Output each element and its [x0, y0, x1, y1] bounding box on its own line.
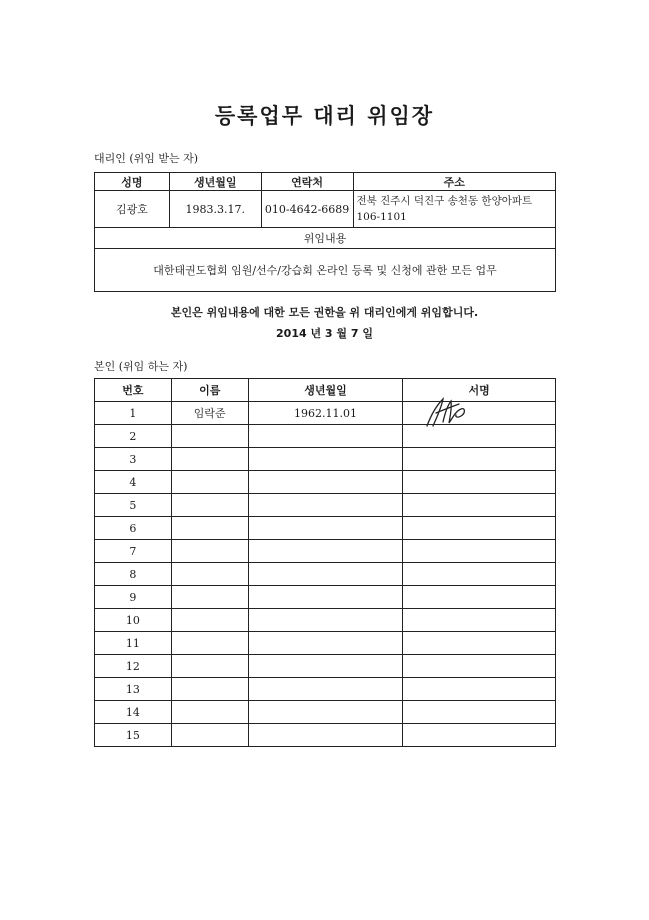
row-signature [403, 655, 556, 678]
principal-header-name: 이름 [171, 379, 248, 402]
row-number: 13 [95, 678, 172, 701]
table-row [95, 540, 556, 563]
principal-header-birth: 생년월일 [248, 379, 403, 402]
table-row [95, 724, 556, 747]
row-number: 8 [95, 563, 172, 586]
row-name [171, 540, 248, 563]
table-row [95, 563, 556, 586]
row-number: 12 [95, 655, 172, 678]
table-row [95, 609, 556, 632]
table-row [95, 701, 556, 724]
row-birth [248, 494, 403, 517]
row-birth: 1962.11.01 [248, 402, 403, 425]
row-number: 1 [95, 402, 172, 425]
table-row [95, 678, 556, 701]
row-birth [248, 563, 403, 586]
row-name [171, 471, 248, 494]
row-signature [403, 678, 556, 701]
row-birth [248, 724, 403, 747]
row-signature [403, 563, 556, 586]
row-signature [403, 448, 556, 471]
row-number: 9 [95, 586, 172, 609]
principal-table [94, 378, 556, 747]
table-row [95, 448, 556, 471]
row-name [171, 701, 248, 724]
row-signature [403, 540, 556, 563]
row-number: 6 [95, 517, 172, 540]
agent-section-label: 대리인 (위임 받는 자) [94, 152, 199, 165]
row-signature [403, 701, 556, 724]
agent-address-line2: 106-1101 [356, 211, 407, 223]
delegation-header-row [95, 228, 556, 249]
agent-phone: 010-4642-6689 [261, 191, 353, 228]
row-name [171, 494, 248, 517]
row-number: 3 [95, 448, 172, 471]
row-number: 7 [95, 540, 172, 563]
row-birth [248, 701, 403, 724]
row-birth [248, 655, 403, 678]
table-row [95, 471, 556, 494]
row-name [171, 448, 248, 471]
row-birth [248, 609, 403, 632]
row-birth [248, 448, 403, 471]
row-name [171, 517, 248, 540]
table-row [95, 586, 556, 609]
row-number: 15 [95, 724, 172, 747]
row-number: 11 [95, 632, 172, 655]
statement-date: 2014 년 3 월 7 일 [276, 327, 373, 340]
row-name [171, 655, 248, 678]
row-name [171, 586, 248, 609]
row-number: 5 [95, 494, 172, 517]
agent-address [353, 191, 556, 228]
row-signature [403, 586, 556, 609]
agent-table [94, 172, 556, 292]
row-signature [403, 609, 556, 632]
delegation-statement: 본인은 위임내용에 대한 모든 권한을 위 대리인에게 위임합니다. [170, 306, 479, 319]
row-number: 4 [95, 471, 172, 494]
agent-data-row [95, 191, 556, 228]
agent-address-line1: 전북 진주시 덕진구 송천동 한양아파트 [356, 195, 533, 207]
row-signature [403, 517, 556, 540]
row-name [171, 724, 248, 747]
row-birth [248, 471, 403, 494]
row-number: 10 [95, 609, 172, 632]
row-signature [403, 402, 556, 425]
row-name [171, 609, 248, 632]
agent-header-name: 성명 [95, 173, 170, 191]
row-number: 2 [95, 425, 172, 448]
table-row [95, 632, 556, 655]
agent-birth: 1983.3.17. [169, 191, 261, 228]
principal-section-label: 본인 (위임 하는 자) [94, 360, 188, 373]
row-birth [248, 517, 403, 540]
row-signature [403, 724, 556, 747]
agent-header-row [95, 173, 556, 191]
delegation-content: 대한태권도협회 임원/선수/강습회 온라인 등록 및 신청에 관한 모든 업무 [95, 249, 556, 292]
agent-header-address: 주소 [353, 173, 556, 191]
agent-header-phone: 연락처 [261, 173, 353, 191]
table-row [95, 517, 556, 540]
table-row [95, 402, 556, 425]
delegation-content-row [95, 249, 556, 292]
row-birth [248, 586, 403, 609]
principal-header-number: 번호 [95, 379, 172, 402]
table-row [95, 655, 556, 678]
table-row [95, 494, 556, 517]
agent-name: 김광호 [95, 191, 170, 228]
row-name [171, 678, 248, 701]
row-signature [403, 471, 556, 494]
row-name: 임락준 [171, 402, 248, 425]
principal-header-signature: 서명 [403, 379, 556, 402]
row-number: 14 [95, 701, 172, 724]
row-birth [248, 632, 403, 655]
row-signature [403, 632, 556, 655]
row-name [171, 425, 248, 448]
handwritten-signature [403, 395, 556, 429]
row-name [171, 563, 248, 586]
document-title: 등록업무 대리 위임장 [214, 103, 435, 128]
agent-header-birth: 생년월일 [169, 173, 261, 191]
row-birth [248, 540, 403, 563]
delegation-header: 위임내용 [95, 228, 556, 249]
row-name [171, 632, 248, 655]
row-birth [248, 425, 403, 448]
row-birth [248, 678, 403, 701]
row-signature [403, 494, 556, 517]
